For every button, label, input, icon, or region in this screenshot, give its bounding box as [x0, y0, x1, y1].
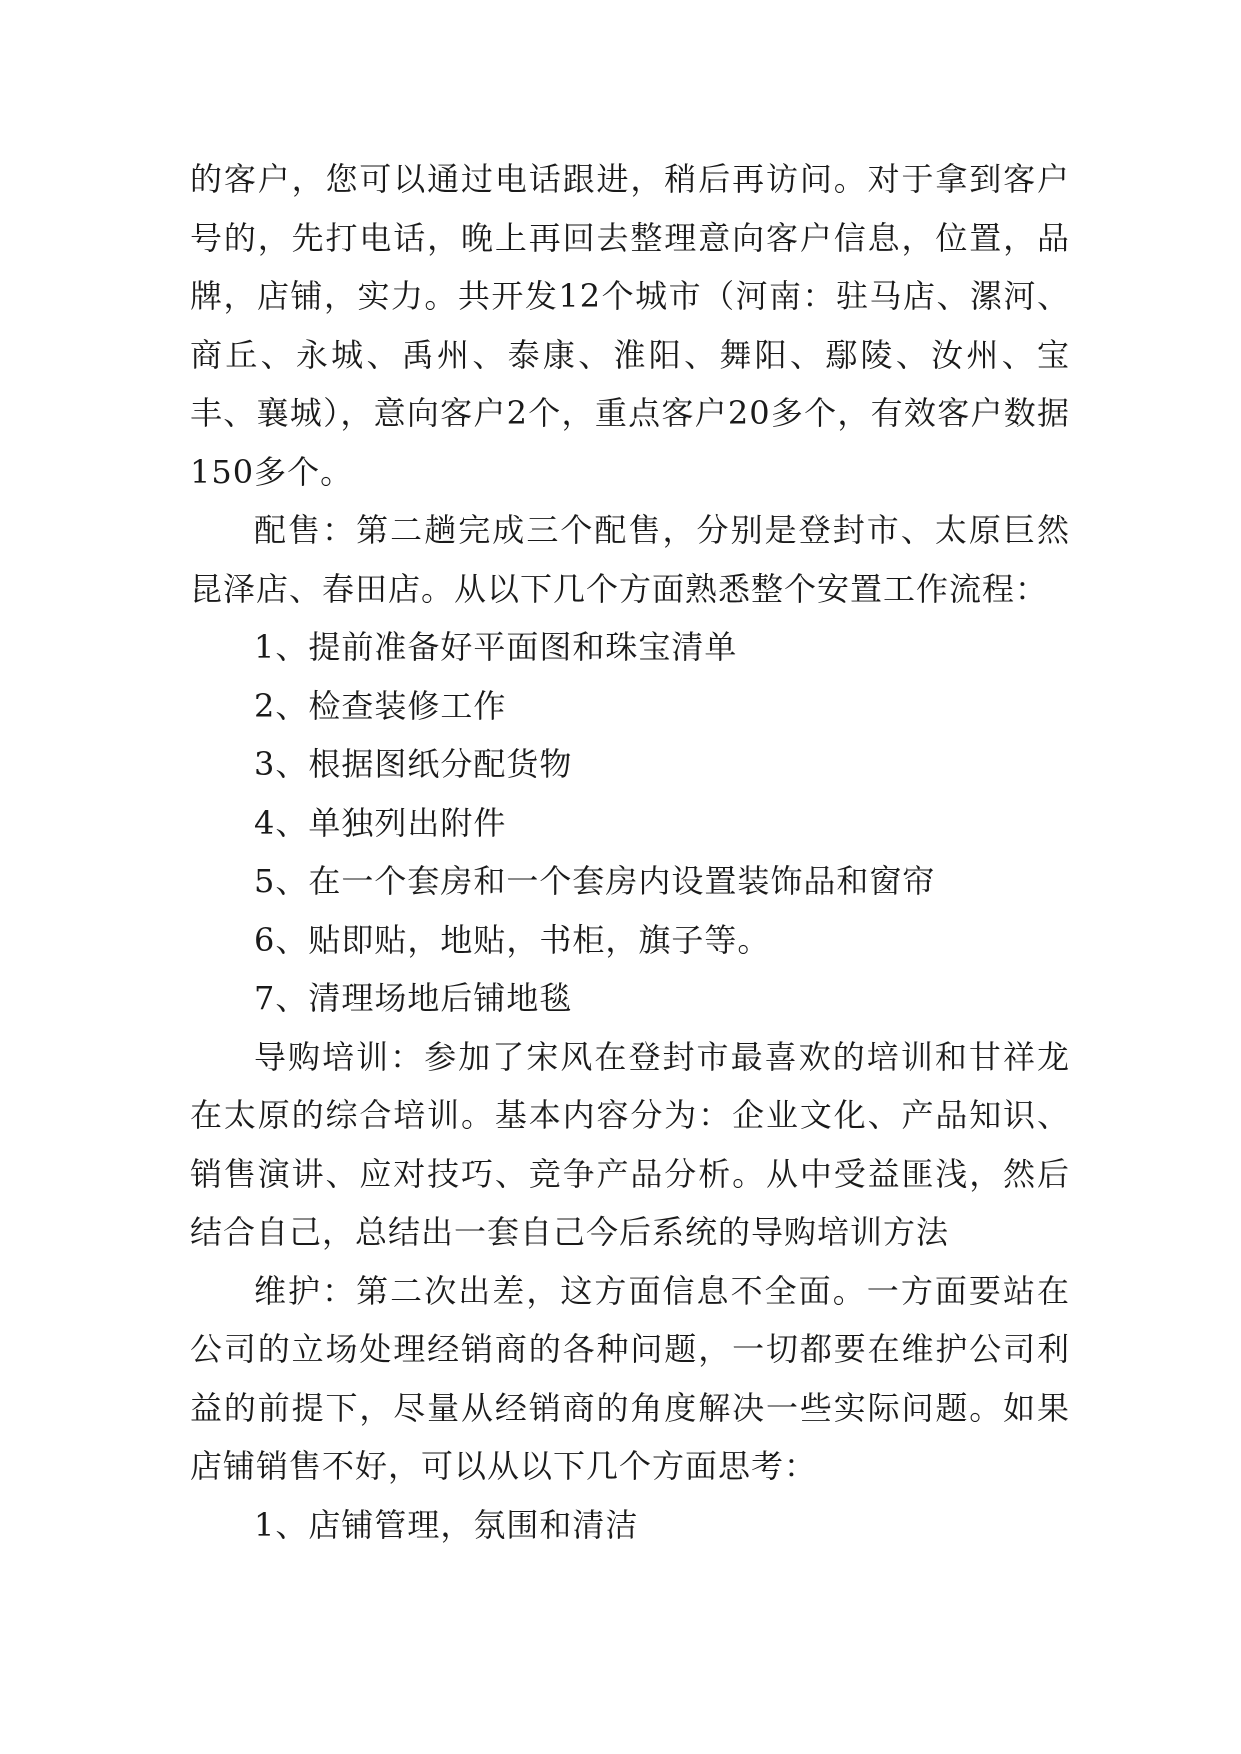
paragraph-sales-training: 导购培训：参加了宋风在登封市最喜欢的培训和甘祥龙在太原的综合培训。基本内容分为：企业文化、产品知识、销售演讲、应对技巧、竞争产品分析。从中受益匪浅，然后结合自己，总结出一套自己今后系统的导购培训方法: [190, 1037, 1070, 1251]
list-item: 4、单独列出附件: [254, 803, 507, 842]
list-item: 2、检查装修工作: [254, 686, 507, 725]
document-body: [190, 150, 1070, 1554]
paragraph-allocation: 配售：第二趟完成三个配售，分别是登封市、太原巨然昆泽店、春田店。从以下几个方面熟悉整个安置工作流程：: [190, 511, 1070, 608]
list-item: 3、根据图纸分配货物: [254, 745, 573, 783]
list-item: 1、店铺管理，氛围和清洁: [254, 1505, 639, 1544]
paragraph-maintenance: 维护：第二次出差，这方面信息不全面。一方面要站在公司的立场处理经销商的各种问题，一切都要在维护公司利益的前提下，尽量从经销商的角度解决一些实际问题。如果店铺销售不好，可以从以下几个方面思考：: [190, 1271, 1070, 1485]
paragraph-customer-development: 的客户，您可以通过电话跟进，稍后再访问。对于拿到客户号的，先打电话，晚上再回去整理意向客户信息，位置，品牌，店铺，实力。共开发12个城市（河南：驻马店、漯河、商丘、永城、禹州、泰康、淮阳、舞阳、鄢陵、汝州、宝丰、襄城），意向客户2个，重点客户20多个，有效客户数据150多个。: [190, 160, 1070, 491]
list-item: 6、贴即贴，地贴，书柜，旗子等。: [254, 920, 771, 959]
list-item: 7、清理场地后铺地毯: [254, 979, 573, 1017]
list-item: 1、提前准备好平面图和珠宝清单: [254, 628, 738, 666]
list-item: 5、在一个套房和一个套房内设置装饰品和窗帘: [254, 862, 936, 900]
